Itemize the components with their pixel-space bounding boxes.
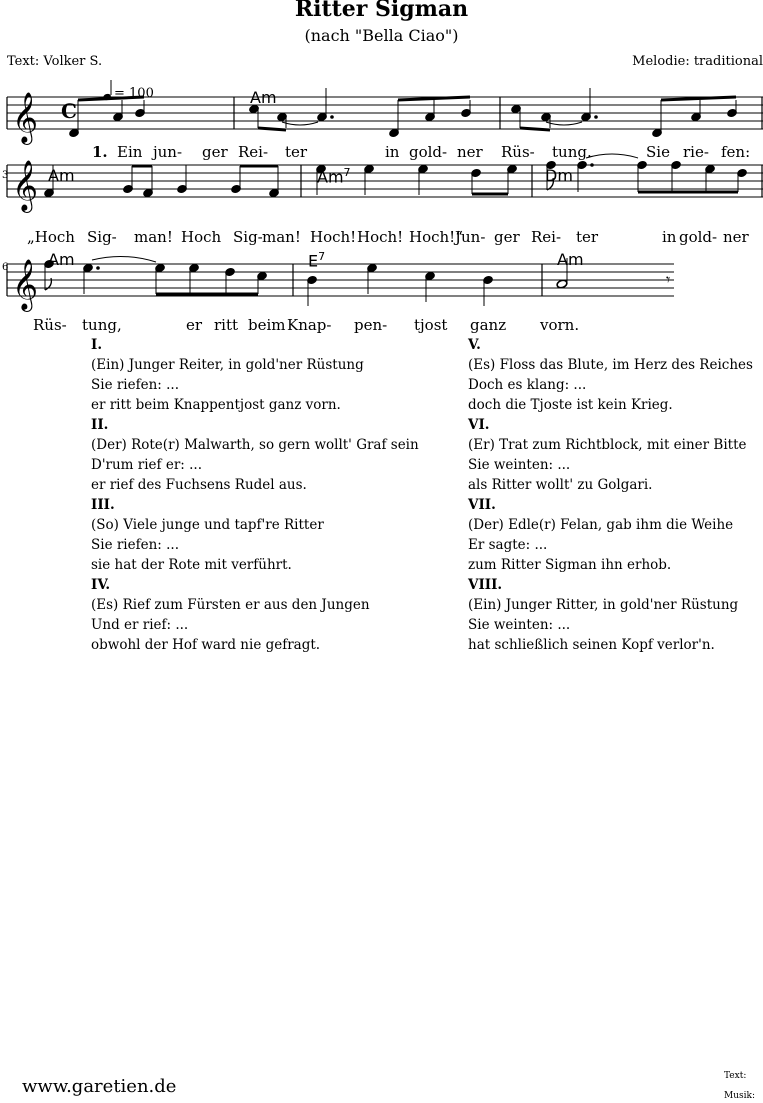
lyric-syllable: ritt	[214, 316, 239, 334]
lyric-syllable: gold-	[679, 228, 718, 246]
time-signature: C	[61, 99, 77, 123]
song-title: Ritter Sigman	[294, 0, 469, 22]
verse-line: Sie riefen: ...	[91, 377, 180, 393]
lyric-syllable: Sig-	[233, 228, 263, 246]
svg-text:𝄞: 𝄞	[12, 160, 39, 211]
lyric-syllable: in	[385, 143, 400, 161]
footer-text-label: Text:	[724, 1071, 747, 1081]
lyric-syllable: Hoch!“	[409, 228, 463, 246]
staff-lines	[7, 97, 763, 296]
lyric-syllable: Rüs-	[33, 316, 67, 334]
lyric-syllable: ger	[202, 143, 228, 161]
lyric-syllable: jun-	[153, 143, 183, 161]
lyric-syllable: Sie	[646, 143, 670, 161]
lyric-syllable: ger	[494, 228, 520, 246]
lyric-syllable: tung.	[552, 143, 592, 161]
verse-block	[91, 575, 419, 655]
verse-line: Doch es klang: ...	[468, 377, 587, 393]
verse-line: Er sagte: ...	[468, 537, 548, 553]
verse-line: (So) Viele junge und tapf're Ritter	[91, 517, 324, 533]
lyric-syllable: Rüs-	[501, 143, 535, 161]
lyric-syllable: rie-	[683, 143, 709, 161]
verse-heading: VII.	[468, 497, 496, 513]
lyric-syllable: ter	[576, 228, 599, 246]
text-credit: Text: Volker S.	[7, 54, 103, 69]
lyric-syllable: ner	[457, 143, 483, 161]
lyric-syllable: Knap-	[287, 316, 332, 334]
verse-line: doch die Tjoste ist kein Krieg.	[468, 397, 673, 413]
footer-url[interactable]: www.garetien.de	[22, 1076, 177, 1097]
lyric-syllable: fen:	[721, 143, 751, 161]
verse-line: obwohl der Hof ward nie gefragt.	[91, 637, 321, 653]
svg-text:𝄾: 𝄾	[666, 270, 671, 289]
verse-line: (Ein) Junger Ritter, in gold'ner Rüstung	[468, 597, 739, 613]
chord-symbol: Am	[48, 166, 75, 185]
verse-line: (Ein) Junger Reiter, in gold'ner Rüstung	[91, 357, 364, 373]
verses-left-column	[91, 335, 419, 655]
verse-line: Sie weinten: ...	[468, 617, 571, 633]
eighth-rest-icon	[666, 270, 670, 289]
verse-line: er ritt beim Knappentjost ganz vorn.	[91, 397, 341, 413]
lyric-syllable: Rei-	[238, 143, 269, 161]
verse-heading: VI.	[468, 417, 490, 433]
verse-number: 1.	[92, 143, 108, 161]
verse-block	[468, 415, 753, 495]
verse-line: (Der) Edle(r) Felan, gab ihm die Weihe	[468, 517, 734, 533]
verse-block	[91, 415, 419, 495]
lyric-syllable: ganz	[470, 316, 507, 334]
verse-heading: III.	[91, 497, 115, 513]
chord-symbol: Am	[250, 88, 277, 107]
chord-symbol: Am	[557, 250, 584, 269]
lyric-syllable: in	[662, 228, 677, 246]
chord-symbol: $E^7$	[308, 250, 326, 271]
lyric-syllable: beim	[248, 316, 286, 334]
lyric-syllable: Ein	[117, 143, 143, 161]
lyric-syllable: gold-	[409, 143, 448, 161]
verse-heading: I.	[91, 337, 103, 353]
verse-line: sie hat der Rote mit verführt.	[91, 557, 292, 573]
verse-heading: II.	[91, 417, 109, 433]
chord-symbol: Am	[48, 250, 75, 269]
verse-line: zum Ritter Sigman ihn erhob.	[468, 557, 672, 573]
verse-heading: IV.	[91, 577, 111, 593]
lyric-syllable: Hoch!	[357, 228, 404, 246]
melody-credit: Melodie: traditional	[632, 54, 763, 69]
verse-line: (Es) Rief zum Fürsten er aus den Jungen	[91, 597, 370, 613]
verse-block	[91, 335, 419, 415]
verse-line: (Es) Floss das Blute, im Herz des Reiches	[468, 357, 753, 373]
lyric-syllable: tjost	[414, 316, 448, 334]
verse-block	[468, 575, 753, 655]
music-score	[0, 0, 763, 340]
verse-line: Sie weinten: ...	[468, 457, 571, 473]
verse-line: hat schließlich seinen Kopf verlor'n.	[468, 637, 715, 653]
verse-block	[91, 495, 419, 575]
lyric-syllable: pen-	[354, 316, 388, 334]
song-subtitle: (nach "Bella Ciao")	[304, 26, 459, 45]
svg-text:𝄞: 𝄞	[12, 259, 39, 310]
lyric-syllable: ner	[723, 228, 749, 246]
quarter-note-icon	[102, 80, 112, 101]
verse-line: (Er) Trat zum Richtblock, mit einer Bitte	[468, 437, 747, 453]
lyric-syllable: er	[186, 316, 203, 334]
lyric-syllable: man!	[262, 228, 301, 246]
chord-symbol: Dm	[545, 166, 573, 185]
verse-block	[468, 335, 753, 415]
verse-heading: V.	[468, 337, 481, 353]
tempo-marking: = 100	[114, 86, 154, 101]
measure-number: 6	[2, 262, 9, 273]
footer-music-label: Musik:	[724, 1091, 755, 1101]
verse-line: als Ritter wollt' zu Golgari.	[468, 477, 653, 493]
lyric-syllable: Sig-	[87, 228, 117, 246]
lyric-syllable: Hoch	[181, 228, 222, 246]
lyric-syllable: man!	[134, 228, 173, 246]
verse-line: (Der) Rote(r) Malwarth, so gern wollt' Graf sein	[91, 437, 419, 453]
verse-line: Und er rief: ...	[91, 617, 189, 633]
lyric-syllable: „Hoch	[27, 228, 75, 246]
verse-block	[468, 495, 753, 575]
lyric-syllable: Rei-	[531, 228, 562, 246]
verse-line: Sie riefen: ...	[91, 537, 180, 553]
lyric-syllable: Hoch!	[310, 228, 357, 246]
lyric-syllable: Jun-	[455, 228, 486, 246]
lyric-syllable: tung,	[82, 316, 122, 334]
verses-right-column	[468, 335, 753, 655]
lyric-syllable: ter	[285, 143, 308, 161]
lyric-syllable: vorn.	[540, 316, 580, 334]
treble-clef-icon	[12, 92, 38, 312]
verse-line: er rief des Fuchsens Rudel aus.	[91, 477, 307, 493]
chord-symbol: Am$^7$	[317, 166, 351, 187]
verse-line: D'rum rief er: ...	[91, 457, 202, 473]
svg-text:𝄞: 𝄞	[12, 92, 39, 143]
verse-heading: VIII.	[468, 577, 503, 593]
measure-number: 3	[2, 170, 9, 181]
